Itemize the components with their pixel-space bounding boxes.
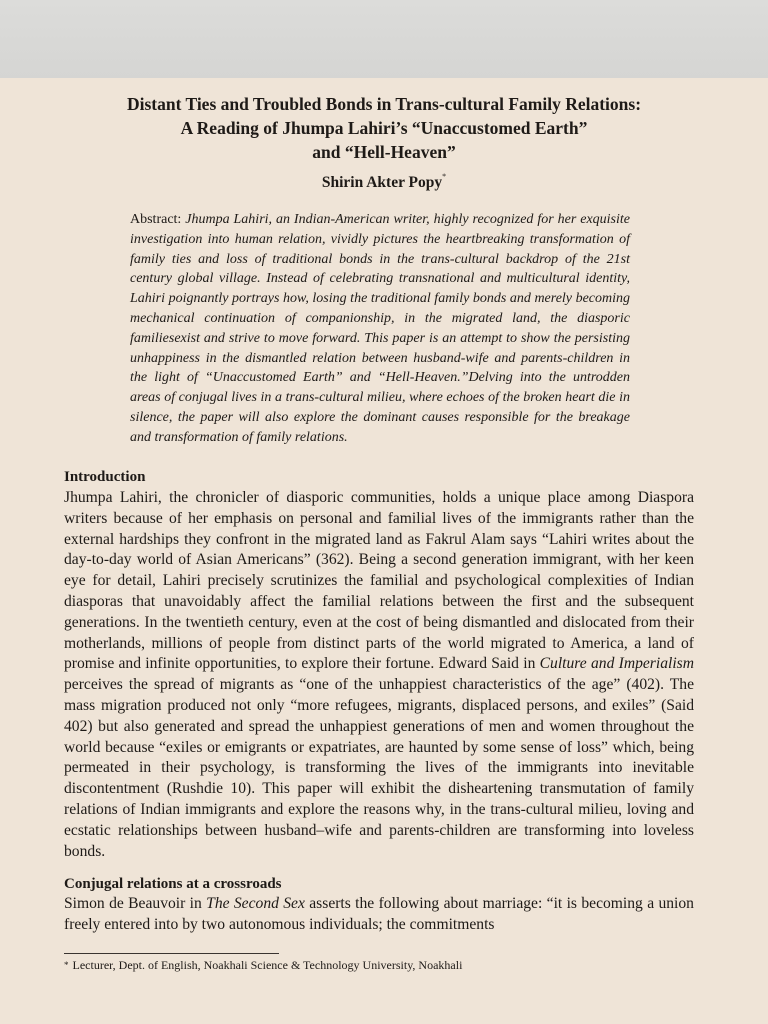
author-footnote-mark: * [442, 172, 447, 181]
footnote-mark: * [64, 960, 69, 970]
conjugal-heading: Conjugal relations at a crossroads [64, 876, 282, 892]
introduction-paragraph [64, 488, 694, 862]
introduction-heading: Introduction [64, 469, 146, 485]
conjugal-text-1: Simon de Beauvoir in [64, 895, 207, 912]
footnote [64, 958, 462, 973]
footnote-text: Lecturer, Dept. of English, Noakhali Science & Technology University, Noakhali [72, 958, 463, 972]
intro-text-1: Jhumpa Lahiri, the chronicler of diasporic communities, holds a unique place among Diaspora writers because of her emphasis on personal and familial lives of the immigrants rather than the external hardships they confront in the migrated land as Fakrul Alam says “Lahiri writes about the day-to-day world of Asian Americans” (362). Being a second generation immigrant, with her keen eye for detail, Lahiri precisely scrutinizes the familial and psychological complexities of Indian diasporas that unavoidably affect the familial relations between the first and the subsequent generations. In the twentieth century, even at the cost of being dismantled and dislocated from their motherlands, millions of people from distinct parts of the world migrated to America, a land of promise and infinite opportunities, to explore their fortune. Edward Said in [64, 489, 694, 673]
author [0, 172, 768, 192]
abstract-label: Abstract: [130, 212, 186, 227]
title-line-2: A Reading of Jhumpa Lahiri’s “Unaccustomed Earth” [180, 118, 588, 138]
author-name: Shirin Akter Popy [321, 174, 443, 191]
title-line-3: and “Hell-Heaven” [312, 142, 456, 162]
footnote-rule [64, 953, 279, 954]
abstract [130, 210, 630, 448]
conjugal-book-title: The Second Sex [206, 895, 305, 912]
intro-text-2: perceives the spread of migrants as “one of the unhappiest characteristics of the age” (402). The mass migration produced not only “more refugees, migrants, displaced persons, and exiles” (Said 402) but also generated and spread the unhappiest generations of men and women throughout the world because “exiles or emigrants or expatriates, are haunted by some sense of loss” which, being permeated in their psychology, is transforming the lives of the immigrants into inevitable discontentment (Rushdie 10). This paper will exhibit the disheartening transmutation of family relations of Indian immigrants and explore the reasons why, in the trans-cultural milieu, loving and ecstatic relationships between husband–wife and parents-children are transforming into loveless bonds. [64, 676, 694, 860]
top-band [0, 0, 768, 78]
intro-book-title: Culture and Imperialism [539, 655, 694, 673]
conjugal-text-2: asserts the following about marriage: “it is becoming a union freely entered into by two autonomous individuals; the commitments [64, 895, 694, 933]
conjugal-paragraph [64, 894, 694, 936]
paper-title [40, 92, 728, 164]
title-line-1: Distant Ties and Troubled Bonds in Trans-cultural Family Relations: [126, 94, 642, 114]
abstract-text: Jhumpa Lahiri, an Indian-American writer, highly recognized for her exquisite investigation into human relation, vividly pictures the heartbreaking transformation of family ties and loss of traditional bonds in the trans-cultural backdrop of the 21st century global village. Instead of celebrating transnational and multicultural identity, Lahiri poignantly portrays how, losing the traditional family bonds and merely becoming mechanical continuation of companionship, in the migrated land, the diasporic familiesexist and strive to move forward. This paper is an attempt to show the persisting unhappiness in the dismantled relation between husband-wife and parents-children in the light of “Unaccustomed Earth” and “Hell-Heaven.”Delving into the untrodden areas of conjugal lives in a trans-cultural milieu, where echoes of the broken heart die in silence, the paper will also explore the dominant causes responsible for the breakage and transformation of family relations. [130, 212, 630, 445]
